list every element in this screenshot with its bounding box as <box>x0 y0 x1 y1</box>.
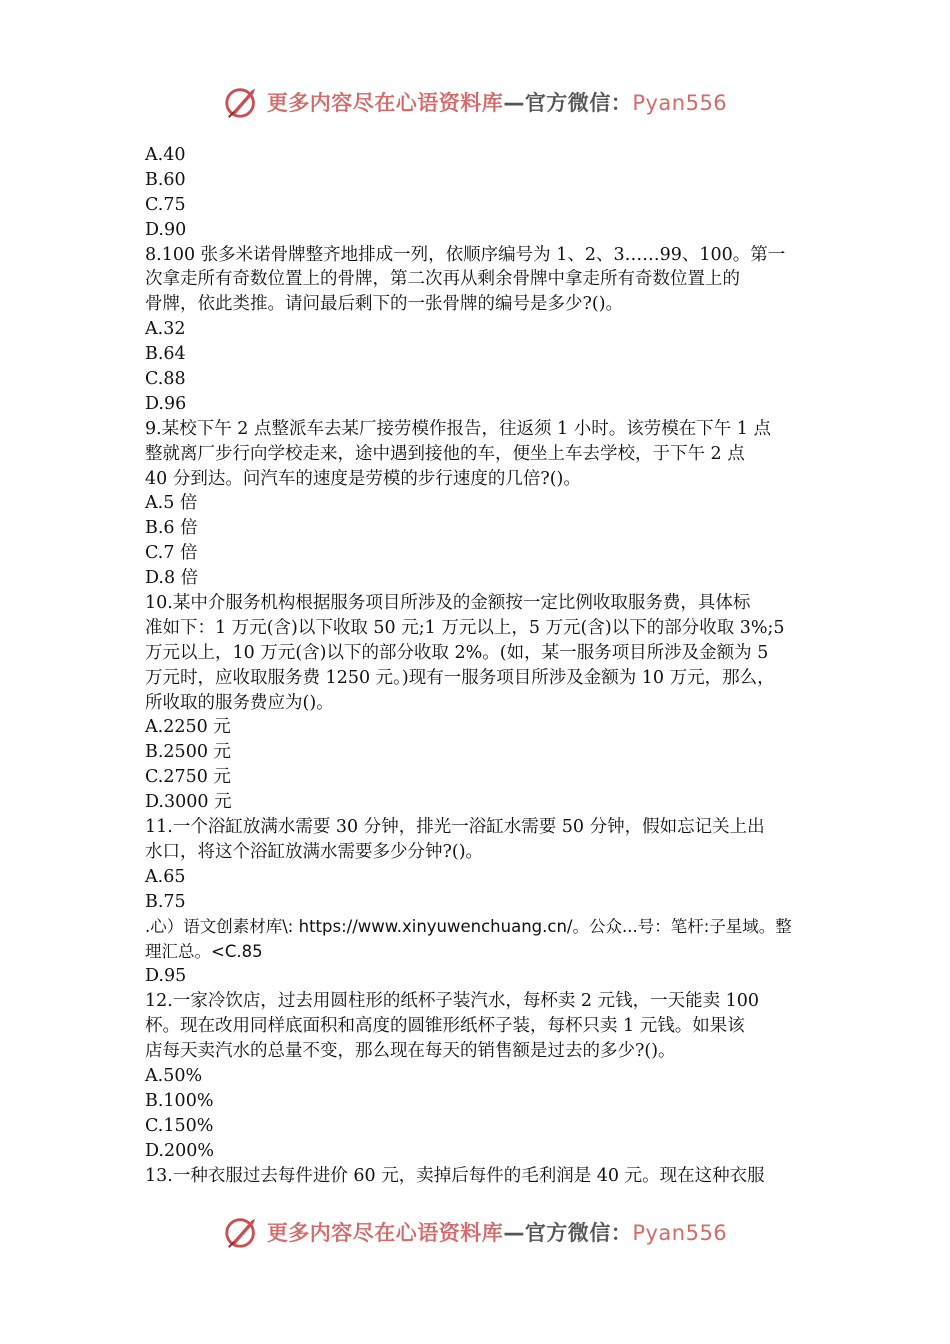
question-line: 10.某中介服务机构根据服务项目所涉及的金额按一定比例收取服务费，具体标 <box>145 593 751 614</box>
option-line: D.90 <box>145 219 187 240</box>
question-line: 40 分到达。问汽车的速度是劳模的步行速度的几倍?()。 <box>145 468 581 489</box>
header-banner-wechat: Pyan556 <box>632 91 728 115</box>
option-line: C.2750 元 <box>145 767 231 788</box>
question-line: 万元以上，10 万元(含)以下的部分收取 2%。(如，某一服务项目所涉及金额为 5 <box>145 642 769 663</box>
footer-banner-text <box>267 1217 727 1247</box>
question-line: 次拿走所有奇数位置上的骨牌，第二次再从剩余骨牌中拿走所有奇数位置上的 <box>145 269 740 290</box>
option-line: C.150% <box>145 1115 214 1136</box>
question-line: 13.一种衣服过去每件进价 60 元，卖掉后每件的毛利润是 40 元。现在这种衣服 <box>145 1165 765 1186</box>
option-line: B.75 <box>145 891 186 912</box>
option-line: C.88 <box>145 369 186 390</box>
question-line: 整就离厂步行向学校走来，途中遇到接他的车，便坐上车去学校，于下午 2 点 <box>145 443 745 464</box>
question-line: 所收取的服务费应为()。 <box>145 692 334 713</box>
option-line: D.95 <box>145 966 187 987</box>
question-line: 杯。现在改用同样底面积和高度的圆锥形纸杯子装，每杯只卖 1 元钱。如果该 <box>145 1016 745 1037</box>
question-line: 8.100 张多米诺骨牌整齐地排成一列，依顺序编号为 1、2、3……99、100。第一 <box>145 244 786 265</box>
quill-logo-icon <box>223 1213 261 1251</box>
header-banner-dash: — <box>503 91 525 115</box>
header-banner-label: 官方微信： <box>524 91 633 115</box>
question-line: 准如下：1 万元(含)以下收取 50 元;1 万元以上，5 万元(含)以下的部分收取 3%;5 <box>145 617 785 638</box>
option-line: B.6 倍 <box>145 518 198 539</box>
header-banner-text <box>267 87 727 117</box>
header-banner-main: 更多内容尽在心语资料库 <box>266 91 504 115</box>
document-body <box>145 143 815 1188</box>
question-line: 店每天卖汽水的总量不变，那么现在每天的销售额是过去的多少?()。 <box>145 1041 676 1062</box>
option-line: B.2500 元 <box>145 742 232 763</box>
question-line: 水口，将这个浴缸放满水需要多少分钟?()。 <box>145 841 484 862</box>
option-line: B.64 <box>145 344 186 365</box>
option-line: C.75 <box>145 194 186 215</box>
option-line: D.200% <box>145 1140 215 1161</box>
option-line: C.7 倍 <box>145 543 198 564</box>
option-line: B.60 <box>145 169 186 190</box>
question-line: 12.一家冷饮店，过去用圆柱形的纸杯子装汽水，每杯卖 2 元钱，一天能卖 100 <box>145 991 760 1012</box>
watermark-line: 理汇总。<C.85 <box>145 941 263 961</box>
footer-banner-main: 更多内容尽在心语资料库 <box>266 1221 504 1245</box>
question-line: 9.某校下午 2 点整派车去某厂接劳模作报告，往返须 1 小时。该劳模在下午 1 点 <box>145 418 771 439</box>
question-line: 骨牌，依此类推。请问最后剩下的一张骨牌的编号是多少?()。 <box>145 294 624 315</box>
footer-banner-wechat: Pyan556 <box>632 1221 728 1245</box>
option-line: D.8 倍 <box>145 568 199 589</box>
option-line: A.2250 元 <box>145 717 231 738</box>
option-line: A.40 <box>145 145 186 165</box>
quill-logo-icon <box>223 83 261 121</box>
footer-banner <box>0 1210 950 1254</box>
option-line: A.5 倍 <box>145 493 198 514</box>
question-line: 万元时，应收取服务费 1250 元。)现有一服务项目所涉及金额为 10 万元，那么， <box>145 667 775 688</box>
footer-banner-dash: — <box>503 1221 525 1245</box>
option-line: A.50% <box>145 1065 203 1086</box>
option-line: D.96 <box>145 393 187 414</box>
option-line: A.32 <box>145 319 186 340</box>
question-line: 11.一个浴缸放满水需要 30 分钟，排光一浴缸水需要 50 分钟，假如忘记关上出 <box>145 817 765 838</box>
watermark-line: .心）语文创素材库\: https://www.xinyuwenchuang.cn/。公众...号：笔杆:子星域。整 <box>145 916 792 936</box>
footer-banner-label: 官方微信： <box>524 1221 633 1245</box>
option-line: D.3000 元 <box>145 792 232 813</box>
header-banner <box>0 80 950 124</box>
option-line: B.100% <box>145 1090 214 1111</box>
option-line: A.65 <box>145 866 186 887</box>
